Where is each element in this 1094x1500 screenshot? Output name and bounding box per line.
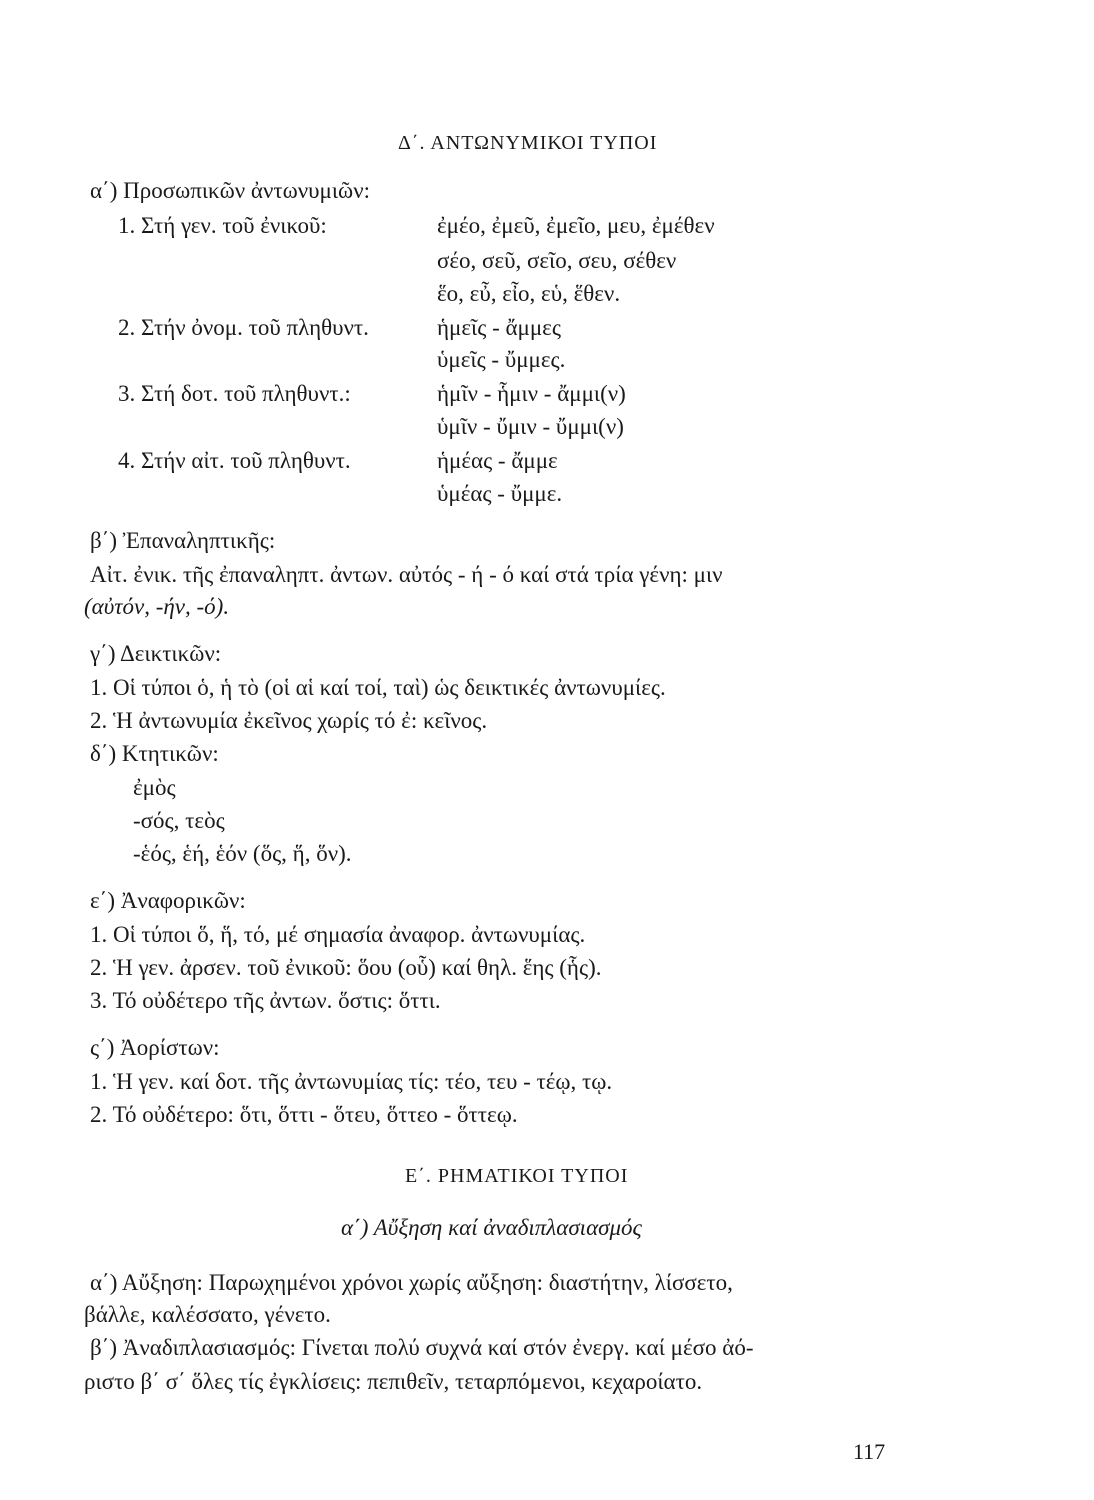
subsection-b-label: β΄) Ἐπαναληπτικῆς:: [90, 528, 276, 553]
row-2-left: 2. Στήν ὀνομ. τοῦ πληθυντ.: [118, 315, 369, 340]
indefinite-item-1: 1. Ἡ γεν. καί δοτ. τῆς ἀντωνυμίας τίς: τέο, τευ - τέῳ, τῳ.: [90, 1069, 613, 1094]
subsection-c-item2: 2. Ἡ ἀντωνυμία ἐκεῖνος χωρίς τό ἐ: κεῖνος.: [90, 708, 488, 733]
augment-para-line2: βάλλε, καλέσσατο, γένετο.: [84, 1302, 331, 1327]
page-number: 117: [853, 1439, 886, 1464]
relative-item-1: 1. Οἱ τύποι ὅ, ἥ, τό, μέ σημασία ἀναφορ. ἀντωνυμίας.: [90, 922, 586, 947]
row-4b-right: ὑμέας - ὔμμε.: [437, 481, 563, 506]
row-4-right: ἡμέας - ἄμμε: [437, 448, 558, 473]
possessive-form-3: -ἑός, ἑή, ἑόν (ὅς, ἥ, ὅν).: [133, 841, 352, 866]
augment-para-line1: α΄) Αὔξηση: Παρωχημένοι χρόνοι χωρίς αὔξηση: διαστήτην, λίσσετο,: [90, 1270, 733, 1295]
row-1-right: ἐμέο, ἐμεῦ, ἐμεῖο, μευ, ἐμέθεν: [437, 213, 715, 238]
row-1b-right: σέο, σεῦ, σεῖο, σευ, σέθεν: [437, 248, 677, 273]
row-3-right: ἡμῖν - ἧμιν - ἄμμι(ν): [437, 381, 626, 406]
subsection-c-item1: 1. Οἱ τύποι ὁ, ἡ τὸ (οἱ αἱ καί τοί, ταὶ) ὡς δεικτικές ἀντωνυμίες.: [90, 675, 666, 700]
indefinite-item-2: 2. Τό οὐδέτερο: ὅτι, ὅττι - ὅτευ, ὅττεο - ὅττεῳ.: [90, 1102, 518, 1127]
subsection-b-line2: (αὐτόν, -ήν, -ό).: [84, 594, 230, 619]
row-3-left: 3. Στή δοτ. τοῦ πληθυντ.:: [118, 381, 351, 406]
row-1c-right: ἕο, εὖ, εἶο, εὑ, ἕθεν.: [437, 281, 621, 306]
subsection-d-label: δ΄) Κτητικῶν:: [90, 741, 219, 766]
row-2b-right: ὑμεῖς - ὔμμες.: [437, 347, 566, 372]
possessive-form-1: ἐμὸς: [133, 775, 176, 800]
row-3b-right: ὑμῖν - ὔμιν - ὔμμι(ν): [437, 414, 624, 439]
relative-item-2: 2. Ἡ γεν. ἀρσεν. τοῦ ἐνικοῦ: ὅου (οὗ) καί θηλ. ἕης (ἧς).: [90, 955, 602, 980]
subsection-a-label: α΄) Προσωπικῶν ἀντωνυμιῶν:: [90, 178, 370, 203]
row-1-left: 1. Στή γεν. τοῦ ἐνικοῦ:: [118, 213, 327, 238]
section-e-subheading: α΄) Αὔξηση καί ἀναδιπλασιασμός: [341, 1215, 642, 1240]
possessive-form-2: -σός, τεὸς: [133, 808, 225, 833]
subsection-b-line1: Αἰτ. ἐνικ. τῆς ἐπαναληπτ. ἀντων. αὐτός - ή - ό καί στά τρία γένη: μιν: [90, 562, 723, 587]
section-d-heading: Δ΄. ΑΝΤΩΝΥΜΙΚΟΙ ΤΥΠΟΙ: [398, 132, 658, 154]
subsection-f-label: ς΄) Ἀορίστων:: [90, 1035, 220, 1060]
subsection-c-label: γ΄) Δεικτικῶν:: [90, 641, 222, 666]
row-4-left: 4. Στήν αἰτ. τοῦ πληθυντ.: [118, 448, 351, 473]
reduplication-para-line1: β΄) Ἀναδιπλασιασμός: Γίνεται πολύ συχνά καί στόν ἐνεργ. καί μέσο ἀό-: [90, 1335, 754, 1360]
row-2-right: ἡμεῖς - ἄμμες: [437, 315, 561, 340]
reduplication-para-line2: ριστο β΄ σ΄ ὅλες τίς ἐγκλίσεις: πεπιθεῖν, τεταρπόμενοι, κεχαροίατο.: [84, 1369, 703, 1394]
section-e-heading: Ε΄. ΡΗΜΑΤΙΚΟΙ ΤΥΠΟΙ: [405, 1165, 629, 1187]
relative-item-3: 3. Τό οὐδέτερο τῆς ἀντων. ὅστις: ὅττι.: [90, 988, 441, 1013]
subsection-e-label: ε΄) Ἀναφορικῶν:: [90, 888, 246, 913]
